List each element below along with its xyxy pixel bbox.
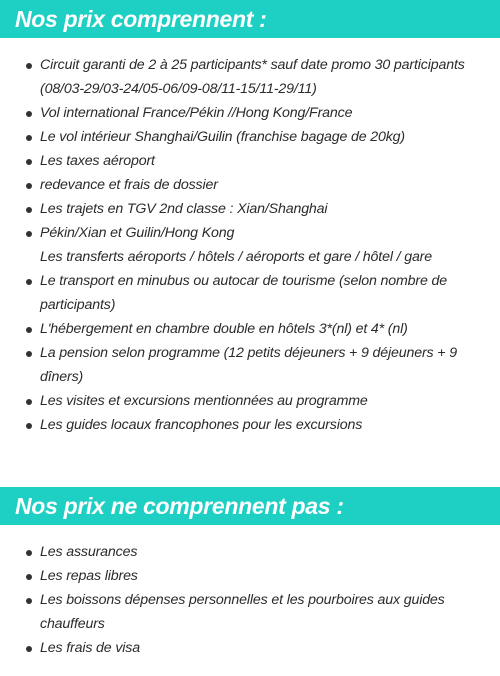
list-item-line: (08/03-29/03-24/05-06/09-08/11-15/11-29/11) xyxy=(40,81,317,97)
included-section-title: Nos prix comprennent : xyxy=(0,0,500,38)
list-item-line: Les transferts aéroports / hôtels / aéroports et gare / hôtel / gare xyxy=(40,249,432,265)
bullet-icon xyxy=(26,111,32,117)
list-item xyxy=(0,389,500,413)
list-item-line: dîners) xyxy=(40,369,84,385)
list-item xyxy=(0,53,500,101)
bullet-icon xyxy=(26,550,32,556)
list-item xyxy=(0,588,500,636)
list-item-line: chauffeurs xyxy=(40,616,105,632)
list-item-line: Les boissons dépenses personnelles et les pourboires aux guides xyxy=(40,592,445,608)
list-item xyxy=(0,269,500,317)
bullet-icon xyxy=(26,399,32,405)
list-item-line: participants) xyxy=(40,297,116,313)
list-item xyxy=(0,101,500,125)
bullet-icon xyxy=(26,598,32,604)
list-item-line: Les trajets en TGV 2nd classe : Xian/Shanghai xyxy=(40,201,328,217)
excluded-list xyxy=(0,540,500,660)
list-item-line: Le transport en minubus ou autocar de tourisme (selon nombre de xyxy=(40,273,447,289)
list-item-line: Le vol intérieur Shanghai/Guilin (franchise bagage de 20kg) xyxy=(40,129,405,145)
bullet-icon xyxy=(26,135,32,141)
list-item xyxy=(0,197,500,221)
bullet-icon xyxy=(26,279,32,285)
list-item xyxy=(0,173,500,197)
list-item xyxy=(0,317,500,341)
list-item xyxy=(0,341,500,389)
bullet-icon xyxy=(26,207,32,213)
list-item-line: Les taxes aéroport xyxy=(40,153,155,169)
list-item-line: Les guides locaux francophones pour les excursions xyxy=(40,417,363,433)
list-item-line: Pékin/Xian et Guilin/Hong Kong xyxy=(40,225,235,241)
bullet-icon xyxy=(26,159,32,165)
excluded-section-title: Nos prix ne comprennent pas : xyxy=(0,487,500,525)
bullet-icon xyxy=(26,231,32,237)
bullet-icon xyxy=(26,327,32,333)
list-item-line: L'hébergement en chambre double en hôtels 3*(nl) et 4* (nl) xyxy=(40,321,408,337)
list-item xyxy=(0,221,500,269)
included-list xyxy=(0,53,500,437)
list-item-line: Les visites et excursions mentionnées au programme xyxy=(40,393,368,409)
list-item-line: Les repas libres xyxy=(40,568,138,584)
bullet-icon xyxy=(26,63,32,69)
bullet-icon xyxy=(26,351,32,357)
bullet-icon xyxy=(26,574,32,580)
list-item xyxy=(0,149,500,173)
list-item xyxy=(0,125,500,149)
bullet-icon xyxy=(26,646,32,652)
bullet-icon xyxy=(26,183,32,189)
list-item-line: Vol international France/Pékin //Hong Kong/France xyxy=(40,105,353,121)
bullet-icon xyxy=(26,423,32,429)
list-item xyxy=(0,413,500,437)
list-item-line: redevance et frais de dossier xyxy=(40,177,218,193)
list-item-line: Les assurances xyxy=(40,544,138,560)
list-item-line: Les frais de visa xyxy=(40,640,140,656)
list-item xyxy=(0,564,500,588)
list-item-line: Circuit garanti de 2 à 25 participants* sauf date promo 30 participants xyxy=(40,57,465,73)
list-item-line: La pension selon programme (12 petits déjeuners + 9 déjeuners + 9 xyxy=(40,345,457,361)
list-item xyxy=(0,540,500,564)
list-item xyxy=(0,636,500,660)
